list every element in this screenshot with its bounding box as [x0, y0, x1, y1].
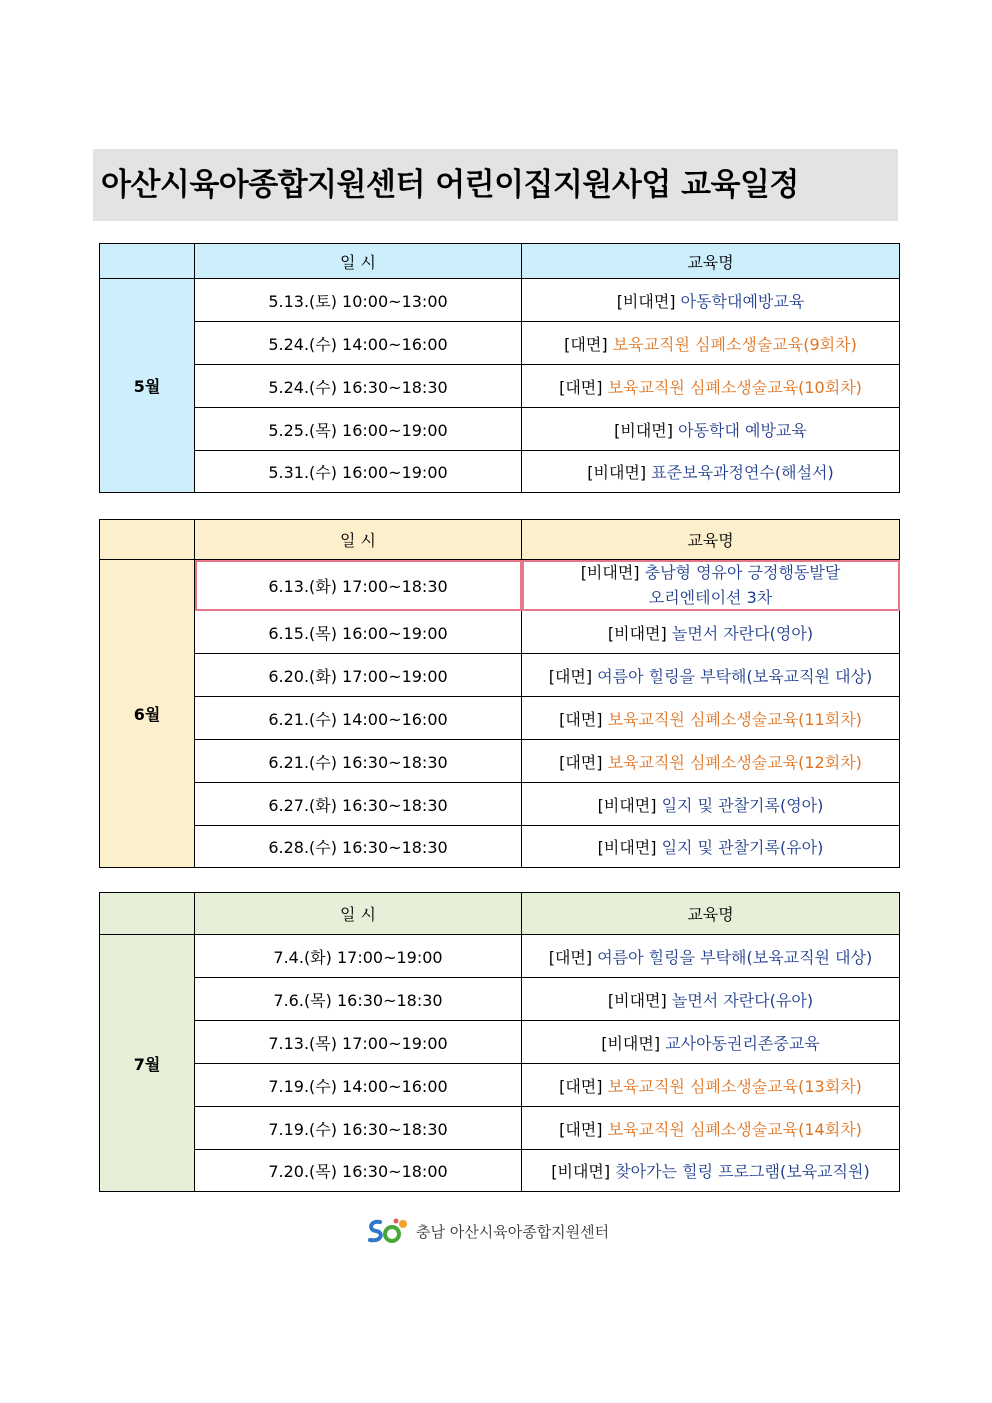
- month-label: 5월: [100, 279, 195, 493]
- table-row: [100, 783, 900, 826]
- table-row: [100, 697, 900, 740]
- row-date: 7.19.(수) 16:30~18:30: [195, 1107, 522, 1150]
- row-date: 5.25.(목) 16:00~19:00: [195, 408, 522, 451]
- row-name: 충남형 영유아 긍정행동발달: [644, 563, 841, 582]
- table-row: [100, 560, 900, 611]
- row-course: [522, 1064, 900, 1107]
- row-course: [522, 279, 900, 322]
- row-name: 여름아 힐링을 부탁해(보육교직원 대상): [597, 666, 873, 686]
- row-course: [522, 1107, 900, 1150]
- header-corner: [100, 893, 195, 935]
- table-row: [100, 740, 900, 783]
- row-name: 놀면서 자란다(유아): [671, 990, 814, 1010]
- row-tag: [대면]: [559, 377, 603, 397]
- table-row: [100, 451, 900, 493]
- row-date: 6.28.(수) 16:30~18:30: [195, 826, 522, 868]
- row-date: 6.15.(목) 16:00~19:00: [195, 611, 522, 654]
- row-date: 7.13.(목) 17:00~19:00: [195, 1021, 522, 1064]
- row-name: 아동학대 예방교육: [678, 420, 807, 440]
- row-date: 5.24.(수) 14:00~16:00: [195, 322, 522, 365]
- row-date: 5.31.(수) 16:00~19:00: [195, 451, 522, 493]
- header-corner: [100, 244, 195, 279]
- row-name: 표준보육과정연수(해설서): [651, 463, 834, 482]
- logo-icon: [366, 1216, 410, 1246]
- row-name: 찾아가는 힐링 프로그램(보육교직원): [615, 1162, 870, 1181]
- month-label: 6월: [100, 560, 195, 868]
- title-bar: [93, 149, 898, 221]
- row-tag: [비대면]: [597, 838, 657, 857]
- row-tag: [비대면]: [587, 463, 647, 482]
- row-course: [522, 1150, 900, 1192]
- row-name: 교사아동권리존중교육: [665, 1033, 820, 1053]
- footer: [366, 1216, 609, 1246]
- row-course: [522, 935, 900, 978]
- row-course: [522, 408, 900, 451]
- table-row: [100, 408, 900, 451]
- row-name: 놀면서 자란다(영아): [671, 623, 814, 643]
- header-date: 일 시: [195, 520, 522, 560]
- header-name: 교육명: [522, 520, 900, 560]
- table-row: [100, 935, 900, 978]
- row-name: 보육교직원 심폐소생술교육(11회차): [607, 709, 862, 729]
- row-tag: [비대면]: [601, 1033, 661, 1053]
- header-name: 교육명: [522, 244, 900, 279]
- row-course: [522, 783, 900, 826]
- row-date: 6.27.(화) 16:30~18:30: [195, 783, 522, 826]
- table-header-row: [100, 893, 900, 935]
- month-label: 7월: [100, 935, 195, 1192]
- table-row: [100, 1021, 900, 1064]
- row-tag: [비대면]: [580, 563, 640, 582]
- row-date: 6.20.(화) 17:00~19:00: [195, 654, 522, 697]
- row-course: [522, 1021, 900, 1064]
- row-tag: [비대면]: [597, 795, 657, 815]
- table-row: [100, 1150, 900, 1192]
- header-corner: [100, 520, 195, 560]
- table-row: [100, 611, 900, 654]
- table-header-row: [100, 520, 900, 560]
- row-tag: [비대면]: [614, 420, 674, 440]
- row-name-cont: 오리엔테이션 3차: [648, 588, 773, 607]
- may-schedule-table: [99, 243, 900, 493]
- table-row: [100, 654, 900, 697]
- row-tag: [비대면]: [607, 990, 667, 1010]
- row-name: 보육교직원 심폐소생술교육(14회차): [607, 1119, 862, 1139]
- table-row: [100, 322, 900, 365]
- page-title: 아산시육아종합지원센터 어린이집지원사업 교육일정: [101, 167, 799, 203]
- row-tag: [비대면]: [607, 623, 667, 643]
- row-name: 여름아 힐링을 부탁해(보육교직원 대상): [597, 947, 873, 967]
- row-course: [522, 654, 900, 697]
- row-date: 6.21.(수) 16:30~18:30: [195, 740, 522, 783]
- table-row: [100, 826, 900, 868]
- row-tag: [비대면]: [616, 291, 676, 311]
- row-tag: [대면]: [559, 1076, 603, 1096]
- row-name: 일지 및 관찰기록(유아): [661, 838, 824, 857]
- row-name: 보육교직원 심폐소생술교육(13회차): [607, 1076, 862, 1096]
- row-date: 5.24.(수) 16:30~18:30: [195, 365, 522, 408]
- row-name: 보육교직원 심폐소생술교육(12회차): [607, 752, 862, 772]
- row-course: [522, 826, 900, 868]
- row-course: [522, 560, 900, 611]
- row-tag: [대면]: [559, 752, 603, 772]
- table-header-row: [100, 244, 900, 279]
- row-course: [522, 611, 900, 654]
- row-date: 5.13.(토) 10:00~13:00: [195, 279, 522, 322]
- row-course: [522, 322, 900, 365]
- row-course: [522, 365, 900, 408]
- row-name: 아동학대예방교육: [680, 291, 805, 311]
- header-date: 일 시: [195, 244, 522, 279]
- table-row: [100, 279, 900, 322]
- row-name: 보육교직원 심폐소생술교육(10회차): [607, 377, 862, 397]
- header-name: 교육명: [522, 893, 900, 935]
- row-name: 보육교직원 심폐소생술교육(9회차): [612, 334, 857, 354]
- table-row: [100, 978, 900, 1021]
- july-schedule-table: [99, 892, 900, 1192]
- row-date: 7.19.(수) 14:00~16:00: [195, 1064, 522, 1107]
- row-course: [522, 697, 900, 740]
- table-row: [100, 1064, 900, 1107]
- footer-org-name: 충남 아산시육아종합지원센터: [416, 1222, 610, 1241]
- row-tag: [대면]: [564, 334, 608, 354]
- row-course: [522, 451, 900, 493]
- row-date: 7.6.(목) 16:30~18:30: [195, 978, 522, 1021]
- row-tag: [대면]: [559, 709, 603, 729]
- row-course: [522, 740, 900, 783]
- row-tag: [대면]: [548, 947, 593, 967]
- row-course: [522, 978, 900, 1021]
- table-row: [100, 1107, 900, 1150]
- row-tag: [대면]: [559, 1119, 603, 1139]
- row-tag: [비대면]: [551, 1162, 611, 1181]
- row-tag: [대면]: [548, 666, 593, 686]
- june-schedule-table: [99, 519, 900, 868]
- row-date: 7.20.(목) 16:30~18:00: [195, 1150, 522, 1192]
- row-date: 6.21.(수) 14:00~16:00: [195, 697, 522, 740]
- header-date: 일 시: [195, 893, 522, 935]
- table-row: [100, 365, 900, 408]
- row-date: 6.13.(화) 17:00~18:30: [195, 560, 522, 611]
- row-name: 일지 및 관찰기록(영아): [661, 795, 824, 815]
- row-date: 7.4.(화) 17:00~19:00: [195, 935, 522, 978]
